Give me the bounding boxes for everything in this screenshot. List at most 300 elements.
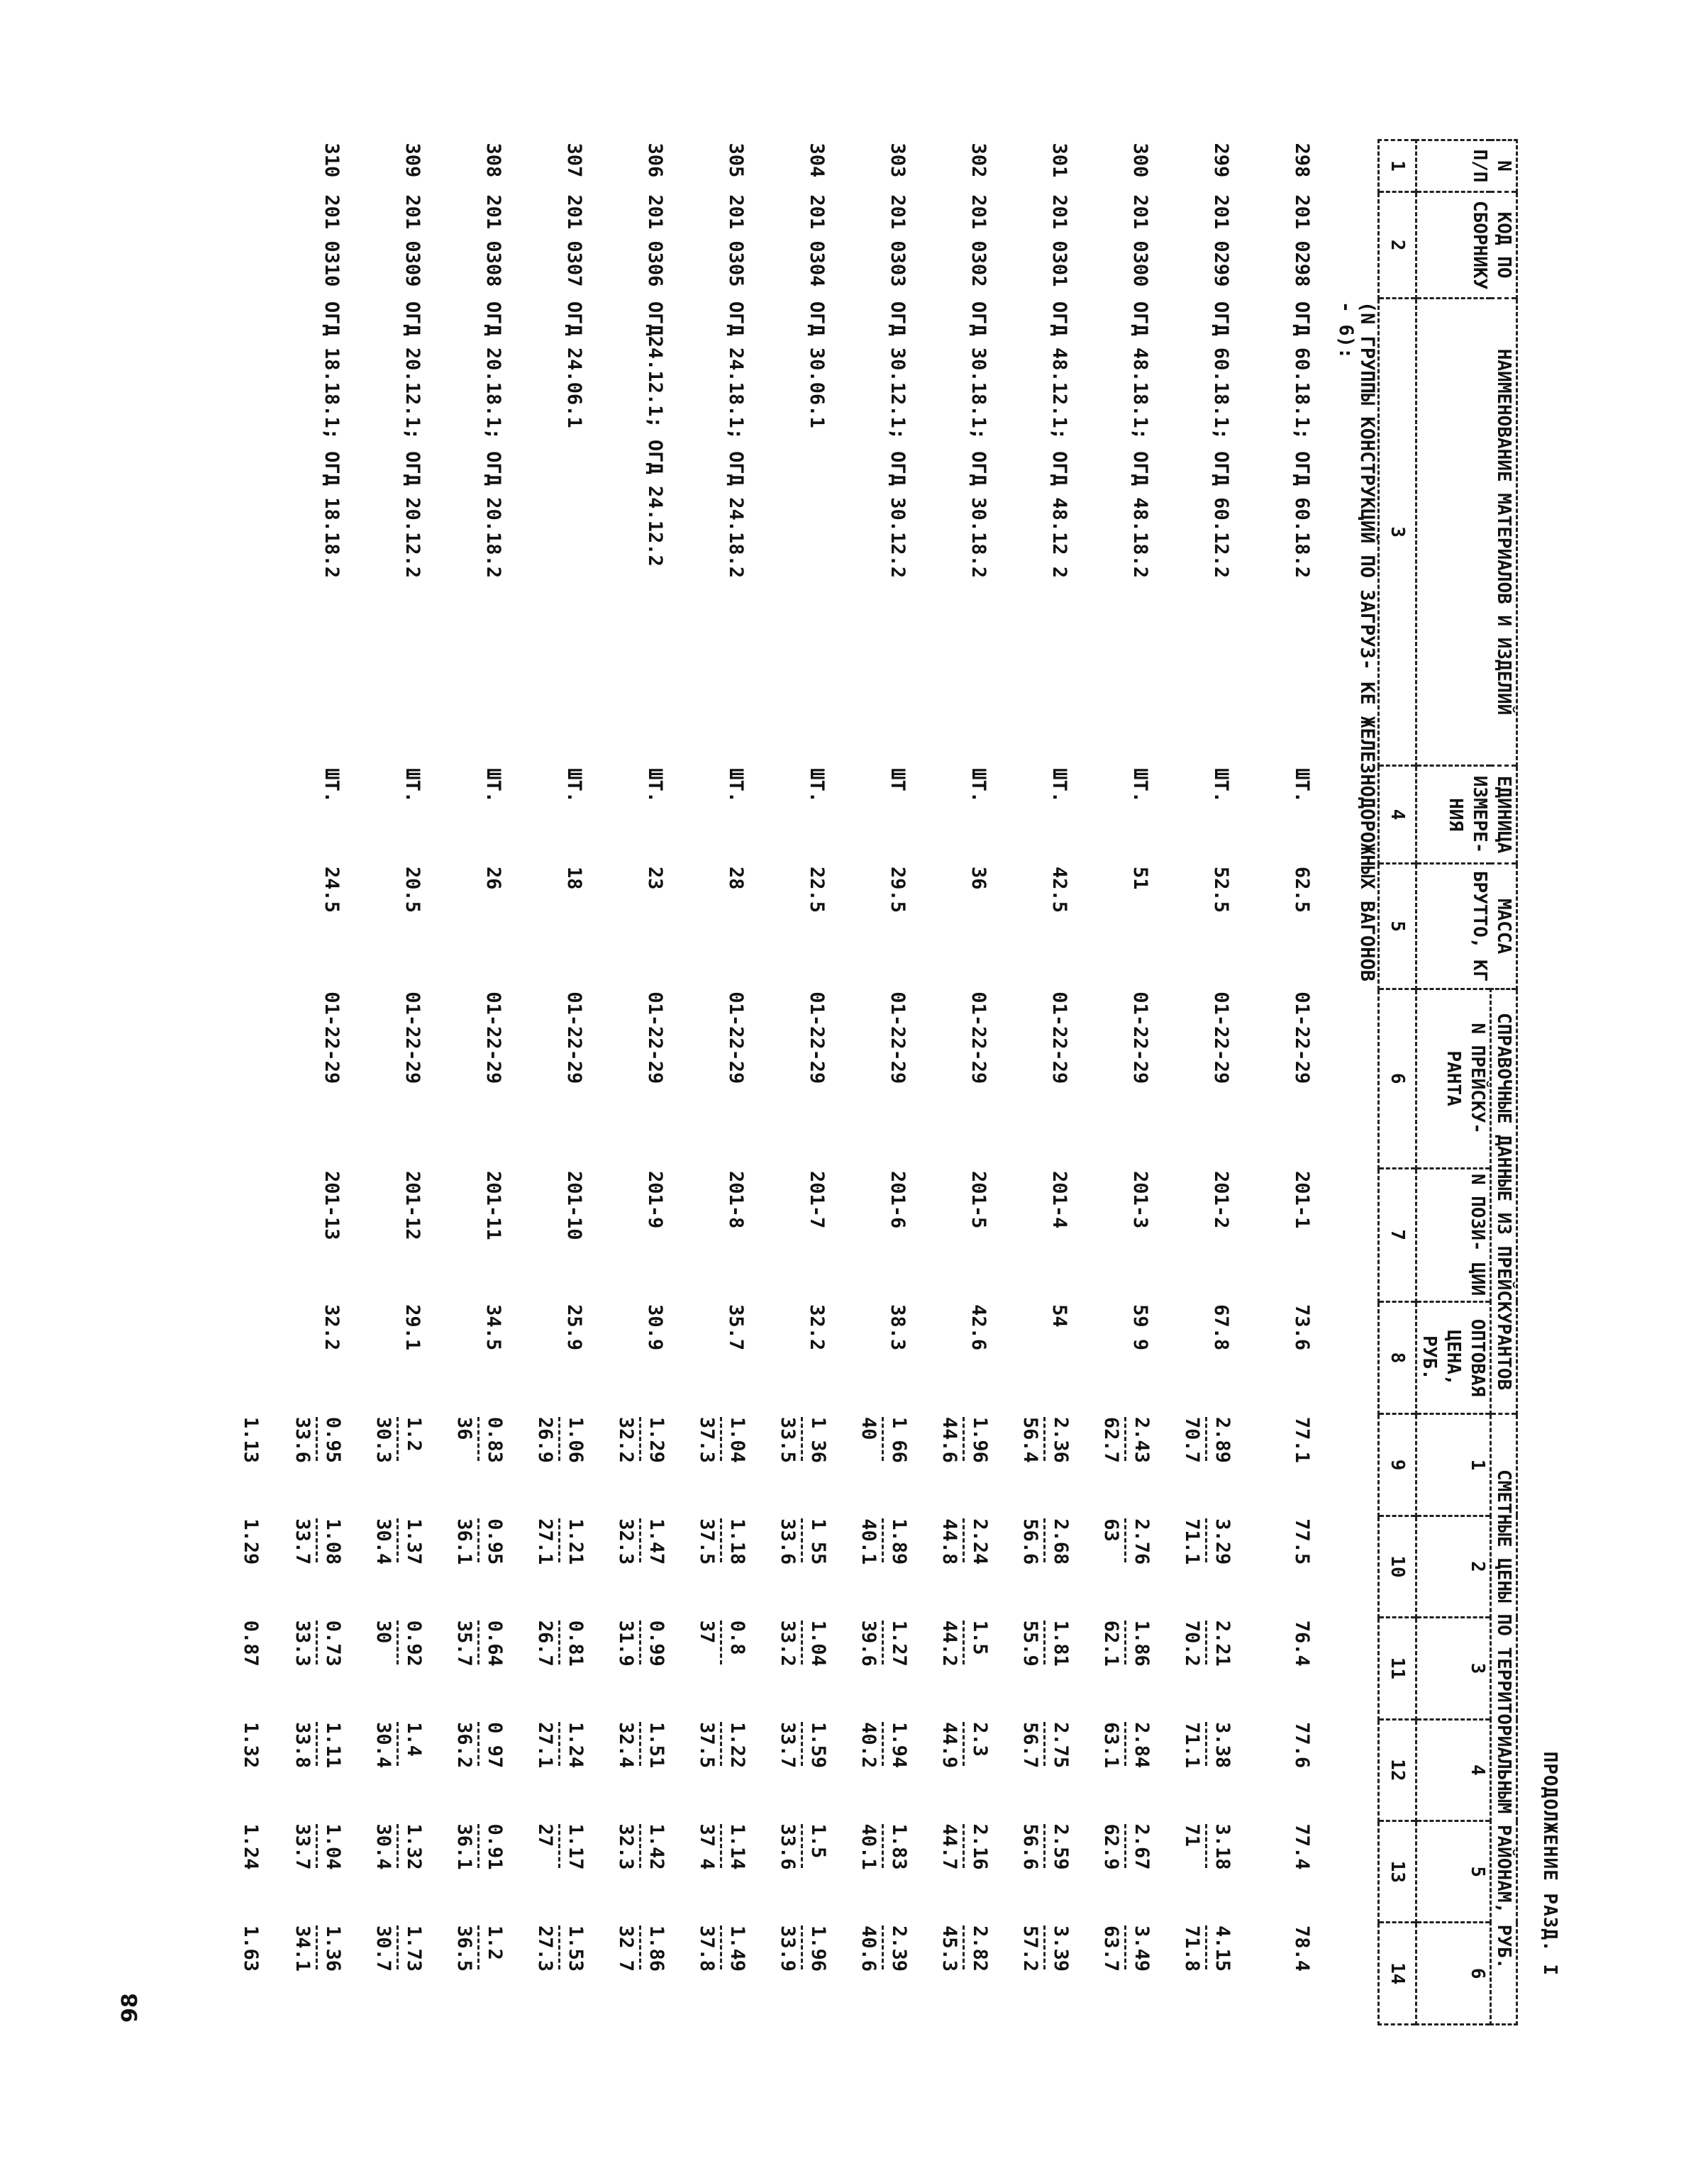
transport-cost: 2.39 [888, 1925, 910, 1972]
fraction-bar [882, 1518, 884, 1562]
fraction-bar [477, 1621, 479, 1665]
header-n-pp: N П/П [1416, 140, 1517, 192]
transport-cost: 2.75 [1050, 1722, 1072, 1769]
region-price-cell [909, 1414, 990, 1516]
estimate-price: 77.1 [1291, 1416, 1313, 1463]
transport-cost: 1.42 [645, 1823, 667, 1870]
price-fraction [1291, 1722, 1312, 1768]
transport-cost: 1.22 [726, 1722, 748, 1769]
price-fraction [534, 1417, 586, 1463]
price-fraction [777, 1518, 828, 1565]
row-pricelist: 01-22-29 [1291, 991, 1313, 1084]
region-price-cell [667, 1923, 748, 2025]
region-price-cell [990, 1719, 1071, 1821]
estimate-price: 33.3 [292, 1620, 314, 1667]
price-fraction [453, 1518, 505, 1565]
row-wholesale: 59 9 [1129, 1304, 1151, 1351]
price-fraction [453, 1621, 505, 1667]
column-number: 10 [1379, 1516, 1416, 1617]
region-price-cell [343, 1719, 424, 1821]
table-body [238, 140, 1379, 2025]
row-position: 201-2 [1210, 1171, 1232, 1229]
row-wholesale: 25.9 [563, 1304, 585, 1351]
estimate-price: 44.9 [938, 1722, 960, 1769]
row-position: 201-12 [401, 1171, 423, 1240]
estimate-price: 33.6 [292, 1416, 314, 1463]
row-unit: ШТ. [482, 768, 504, 803]
region-price-cell [1152, 1516, 1233, 1617]
row-name: ОГД 60.18.1; ОГД 60.18.2 [1291, 301, 1313, 578]
table-row [424, 140, 505, 2025]
price-fraction [938, 1417, 990, 1463]
region-price-cell [828, 1923, 909, 2025]
row-wholesale: 67.8 [1210, 1304, 1232, 1351]
row-mass: 28 [725, 866, 747, 890]
price-fraction [1100, 1925, 1152, 1972]
region-price-cell [748, 1414, 828, 1516]
fraction-bar [1043, 1518, 1046, 1562]
row-code: 201 0300 [1129, 194, 1151, 287]
transport-cost: 2.59 [1050, 1823, 1072, 1870]
row-position: 201-5 [967, 1171, 989, 1229]
transport-cost: 1.47 [645, 1518, 667, 1565]
fraction-bar [639, 1518, 641, 1562]
region-price-cell [667, 1516, 748, 1617]
row-name: ОГД 18.18.1; ОГД 18.18.2 [321, 301, 343, 578]
region-price-cell [262, 1719, 343, 1821]
row-pricelist: 01-22-29 [401, 991, 423, 1084]
row-unit: ШТ. [644, 768, 666, 803]
row-pricelist: 01-22-29 [1129, 991, 1151, 1084]
row-position: 201-11 [482, 1171, 504, 1240]
transport-cost: 1.24 [565, 1722, 587, 1769]
transport-cost: 1.27 [888, 1620, 910, 1667]
row-unit: ШТ. [401, 768, 423, 803]
trailing-price: 1.63 [240, 1925, 262, 1972]
fraction-bar [963, 1518, 965, 1562]
fraction-bar [801, 1824, 803, 1868]
region-price-cell [828, 1821, 909, 1923]
transport-cost: 0 97 [484, 1722, 506, 1769]
estimate-price: 39.6 [858, 1620, 880, 1667]
row-mass: 22.5 [806, 866, 828, 913]
estimate-price: 32 7 [615, 1925, 637, 1972]
price-fraction [615, 1417, 667, 1463]
fraction-bar [639, 1722, 641, 1766]
fraction-bar [316, 1417, 318, 1461]
row-number: 304 [806, 143, 828, 178]
estimate-price: 33.6 [777, 1518, 799, 1565]
price-fraction [696, 1417, 748, 1463]
price-fraction [777, 1621, 828, 1667]
estimate-price: 26.9 [534, 1416, 556, 1463]
price-fraction [292, 1621, 343, 1667]
row-name: ОГД 60.18.1; ОГД 60.12.2 [1210, 301, 1232, 578]
region-price-cell [424, 1414, 505, 1516]
header-mass: МАССА БРУТТО, КГ [1416, 864, 1517, 989]
transport-cost: 0.73 [322, 1620, 344, 1667]
row-mass: 42.5 [1048, 866, 1070, 913]
transport-cost: 0.95 [322, 1416, 344, 1463]
transport-cost: 3.18 [1211, 1823, 1233, 1870]
header-wholesale: ОПТОВАЯ ЦЕНА, РУБ. [1416, 1301, 1491, 1414]
price-fraction [696, 1722, 748, 1768]
region-price-cell [748, 1719, 828, 1821]
price-fraction [1100, 1722, 1152, 1768]
fraction-bar [963, 1925, 965, 1969]
fraction-bar [720, 1722, 722, 1766]
region-price-cell [424, 1923, 505, 2025]
price-fraction [1181, 1722, 1233, 1768]
row-code: 201 0308 [482, 194, 504, 287]
fraction-bar [882, 1621, 884, 1665]
row-mass: 36 [967, 866, 989, 890]
estimate-price: 30 [372, 1620, 394, 1644]
price-fraction [1181, 1621, 1233, 1667]
fraction-bar [558, 1824, 560, 1868]
row-name: ОГД 24.06.1 [563, 301, 585, 428]
fraction-bar [477, 1722, 479, 1766]
fraction-bar [396, 1722, 399, 1766]
fraction-bar [882, 1925, 884, 1969]
row-unit: ШТ. [563, 768, 585, 803]
region-price-cell [909, 1516, 990, 1617]
transport-cost: 1.73 [403, 1925, 425, 1972]
table-row [505, 140, 586, 2025]
column-number: 5 [1379, 864, 1416, 989]
price-fraction [292, 1417, 343, 1463]
row-wholesale: 42.6 [967, 1304, 989, 1351]
price-fraction [453, 1417, 505, 1463]
row-position: 201-8 [725, 1171, 747, 1229]
price-fraction [1291, 1518, 1312, 1565]
price-fraction [292, 1925, 343, 1972]
estimate-price: 56.4 [1019, 1416, 1041, 1463]
price-fraction [453, 1824, 505, 1870]
fraction-bar [316, 1722, 318, 1766]
estimate-price: 45.3 [938, 1925, 960, 1972]
region-price-cell [586, 1516, 667, 1617]
fraction-bar [316, 1621, 318, 1665]
region-price-cell [1233, 1618, 1314, 1719]
price-fraction [1019, 1722, 1071, 1768]
estimate-price: 62.9 [1100, 1823, 1122, 1870]
price-fraction [1181, 1824, 1233, 1870]
estimate-price: 37.8 [696, 1925, 718, 1972]
estimate-price: 35.7 [453, 1620, 475, 1667]
region-price-cell [1071, 1618, 1152, 1719]
table-row [909, 140, 990, 2025]
price-fraction [615, 1518, 667, 1565]
header-region-5: 5 [1416, 1821, 1491, 1923]
trailing-row [238, 140, 262, 2025]
row-position: 201-4 [1048, 1171, 1070, 1229]
column-number: 7 [1379, 1168, 1416, 1301]
transport-cost: 1.29 [645, 1416, 667, 1463]
column-number: 8 [1379, 1301, 1416, 1414]
row-wholesale: 54 [1048, 1304, 1070, 1328]
region-price-cell [343, 1516, 424, 1617]
region-price-cell [424, 1821, 505, 1923]
transport-cost: 3.49 [1131, 1925, 1153, 1972]
row-code: 201 0301 [1048, 194, 1070, 287]
estimate-price: 30.4 [372, 1518, 394, 1565]
fraction-bar [639, 1824, 641, 1868]
transport-cost: 1 55 [807, 1518, 829, 1565]
trailing-price: 1.13 [240, 1416, 262, 1463]
row-code: 201 0305 [725, 194, 747, 287]
price-fraction [372, 1824, 424, 1870]
transport-cost: 0.8 [726, 1620, 748, 1655]
row-mass: 29.5 [887, 866, 909, 913]
header-position: N ПОЗИ- ЦИИ [1416, 1168, 1491, 1301]
row-name: ОГД 30.06.1 [806, 301, 828, 428]
row-code: 201 0310 [321, 194, 343, 287]
region-price-cell [262, 1821, 343, 1923]
row-wholesale: 38.3 [887, 1304, 909, 1351]
row-pricelist: 01-22-29 [1210, 991, 1232, 1084]
estimate-price: 77.5 [1291, 1518, 1313, 1565]
fraction-bar [316, 1518, 318, 1562]
price-fraction [615, 1722, 667, 1768]
fraction-bar [963, 1417, 965, 1461]
header-region-6: 6 [1416, 1923, 1491, 2025]
transport-cost: 1.5 [969, 1620, 991, 1655]
fraction-bar [720, 1621, 722, 1665]
transport-cost: 1.06 [565, 1416, 587, 1463]
transport-cost: 1.96 [969, 1416, 991, 1463]
row-wholesale: 73.6 [1291, 1304, 1313, 1351]
transport-cost: 0.95 [484, 1518, 506, 1565]
estimate-price: 55.9 [1019, 1620, 1041, 1667]
fraction-bar [396, 1824, 399, 1868]
estimate-price: 33.8 [292, 1722, 314, 1769]
price-fraction [777, 1722, 828, 1768]
region-price-cell [343, 1414, 424, 1516]
estimate-price: 27.1 [534, 1518, 556, 1565]
column-number: 6 [1379, 989, 1416, 1168]
price-fraction [1291, 1824, 1312, 1870]
row-wholesale: 30.9 [644, 1304, 666, 1351]
transport-cost: 2.21 [1211, 1620, 1233, 1667]
transport-cost: 0.99 [645, 1620, 667, 1667]
transport-cost: 0.92 [403, 1620, 425, 1667]
region-price-cell [505, 1719, 586, 1821]
region-price-cell [586, 1618, 667, 1719]
row-position: 201-3 [1129, 1171, 1151, 1229]
region-price-cell [424, 1516, 505, 1617]
transport-cost: 1.32 [403, 1823, 425, 1870]
transport-cost: 0.64 [484, 1620, 506, 1667]
transport-cost: 3.29 [1211, 1518, 1233, 1565]
fraction-bar [1205, 1417, 1207, 1461]
region-price-cell [343, 1923, 424, 2025]
table-row [343, 140, 424, 2025]
estimate-price: 44.7 [938, 1823, 960, 1870]
transport-cost: 1 36 [807, 1416, 829, 1463]
fraction-bar [963, 1824, 965, 1868]
transport-cost: 1.94 [888, 1722, 910, 1769]
estimate-price: 62.1 [1100, 1620, 1122, 1667]
transport-cost: 0.81 [565, 1620, 587, 1667]
estimate-price: 44.2 [938, 1620, 960, 1667]
estimate-price: 33.5 [777, 1416, 799, 1463]
column-number: 12 [1379, 1719, 1416, 1821]
estimate-price: 37.3 [696, 1416, 718, 1463]
fraction-bar [882, 1824, 884, 1868]
estimate-price: 44.6 [938, 1416, 960, 1463]
region-price-cell [990, 1618, 1071, 1719]
column-number-row [1379, 140, 1416, 2025]
transport-cost: 1.83 [888, 1823, 910, 1870]
transport-cost: 1.5 [807, 1823, 829, 1859]
column-number: 1 [1379, 140, 1416, 192]
estimate-price: 30.4 [372, 1823, 394, 1870]
table-row [667, 140, 748, 2025]
trailing-price: 1.32 [240, 1722, 262, 1769]
price-fraction [1181, 1925, 1233, 1972]
transport-cost: 2.36 [1050, 1416, 1072, 1463]
fraction-bar [1043, 1417, 1046, 1461]
row-position: 201-7 [806, 1171, 828, 1229]
price-fraction [453, 1925, 505, 1972]
row-number: 308 [482, 143, 504, 178]
region-price-cell [262, 1516, 343, 1617]
region-price-cell [1071, 1516, 1152, 1617]
transport-cost: 1.04 [726, 1416, 748, 1463]
estimate-price: 40.1 [858, 1518, 880, 1565]
header-code: КОД ПО СБОРНИКУ [1416, 191, 1517, 298]
table-row [990, 140, 1071, 2025]
row-position: 201-13 [321, 1171, 343, 1240]
column-number: 11 [1379, 1618, 1416, 1719]
region-price-cell [990, 1923, 1071, 2025]
price-fraction [372, 1621, 424, 1667]
table-row [1071, 140, 1152, 2025]
price-fraction [1291, 1621, 1312, 1667]
column-number: 13 [1379, 1821, 1416, 1923]
column-number: 2 [1379, 191, 1416, 298]
row-wholesale: 35.7 [725, 1304, 747, 1351]
fraction-bar [1124, 1621, 1126, 1665]
estimate-price: 40.6 [858, 1925, 880, 1972]
price-fraction [534, 1824, 586, 1870]
transport-cost: 1.96 [807, 1925, 829, 1972]
transport-cost: 2.24 [969, 1518, 991, 1565]
transport-cost: 2.16 [969, 1823, 991, 1870]
region-price-cell [667, 1618, 748, 1719]
estimate-price: 63.7 [1100, 1925, 1122, 1972]
transport-cost: 0.83 [484, 1416, 506, 1463]
price-fraction [696, 1621, 748, 1665]
row-name: ОГД 48.12.1; ОГД 48.12 2 [1048, 301, 1070, 578]
region-price-cell [505, 1618, 586, 1719]
price-fraction [938, 1824, 990, 1870]
row-code: 201 0309 [401, 194, 423, 287]
price-fraction [858, 1824, 909, 1870]
table-header [1379, 140, 1517, 2025]
row-pricelist: 01-22-29 [563, 991, 585, 1084]
fraction-bar [1124, 1824, 1126, 1868]
region-price-cell [990, 1821, 1071, 1923]
price-fraction [1019, 1925, 1071, 1972]
price-fraction [777, 1925, 828, 1972]
region-price-cell [1071, 1719, 1152, 1821]
transport-cost: 1 66 [888, 1416, 910, 1463]
estimate-price: 30.4 [372, 1722, 394, 1769]
transport-cost: 2.67 [1131, 1823, 1153, 1870]
estimate-price: 27 [534, 1823, 556, 1847]
estimate-price: 37.5 [696, 1722, 718, 1769]
trailing-price: 1.29 [240, 1518, 262, 1565]
price-fraction [1019, 1824, 1071, 1870]
table-row [748, 140, 828, 2025]
price-fraction [777, 1417, 828, 1463]
fraction-bar [1205, 1925, 1207, 1969]
fraction-bar [882, 1722, 884, 1766]
region-price-cell [586, 1923, 667, 2025]
region-price-cell [667, 1719, 748, 1821]
fraction-bar [801, 1518, 803, 1562]
row-unit: ШТ. [806, 768, 828, 803]
fraction-bar [720, 1417, 722, 1461]
row-code: 201 0303 [887, 194, 909, 287]
row-mass: 24.5 [321, 866, 343, 913]
transport-cost: 1.51 [645, 1722, 667, 1769]
transport-cost: 1.08 [322, 1518, 344, 1565]
row-unit: ШТ. [1129, 768, 1151, 803]
estimate-price: 76.4 [1291, 1620, 1313, 1667]
region-price-cell [1152, 1414, 1233, 1516]
row-number: 303 [887, 143, 909, 178]
estimate-price: 34.1 [292, 1925, 314, 1972]
fraction-bar [720, 1518, 722, 1562]
region-price-cell [748, 1516, 828, 1617]
estimate-price: 77.6 [1291, 1722, 1313, 1769]
row-position: 201-6 [887, 1171, 909, 1229]
row-wholesale: 29.1 [401, 1304, 423, 1351]
price-fraction [615, 1925, 667, 1972]
table-row [262, 140, 343, 2025]
price-fraction [453, 1722, 505, 1768]
price-fraction [938, 1621, 990, 1667]
row-name: ОГД 48.18.1; ОГД 48.18.2 [1129, 301, 1151, 578]
row-unit: ШТ. [967, 768, 989, 803]
row-number: 302 [967, 143, 989, 178]
estimate-price: 62.7 [1100, 1416, 1122, 1463]
row-unit: ШТ. [725, 768, 747, 803]
region-price-cell [1152, 1923, 1233, 2025]
fraction-bar [558, 1518, 560, 1562]
row-unit: ШТ. [1210, 768, 1232, 803]
transport-cost: 1.17 [565, 1823, 587, 1870]
estimate-price: 63 [1100, 1518, 1122, 1542]
estimate-price: 33.2 [777, 1620, 799, 1667]
row-number: 310 [321, 143, 343, 178]
header-reference-group: СПРАВОЧНЫЕ ДАННЫЕ ИЗ ПРЕЙСКУРАНТОВ [1491, 989, 1517, 1414]
fraction-bar [1205, 1518, 1207, 1562]
row-wholesale: 34.5 [482, 1304, 504, 1351]
row-name: ОГД 24.18.1; ОГД 24.18.2 [725, 301, 747, 578]
row-position: 201-1 [1291, 1171, 1313, 1229]
column-number: 4 [1379, 765, 1416, 864]
estimate-price: 37.5 [696, 1518, 718, 1565]
transport-cost: 1.86 [645, 1925, 667, 1972]
region-price-cell [990, 1414, 1071, 1516]
transport-cost: 3.38 [1211, 1722, 1233, 1769]
fraction-bar [1043, 1722, 1046, 1766]
transport-cost: 1.81 [1050, 1620, 1072, 1667]
